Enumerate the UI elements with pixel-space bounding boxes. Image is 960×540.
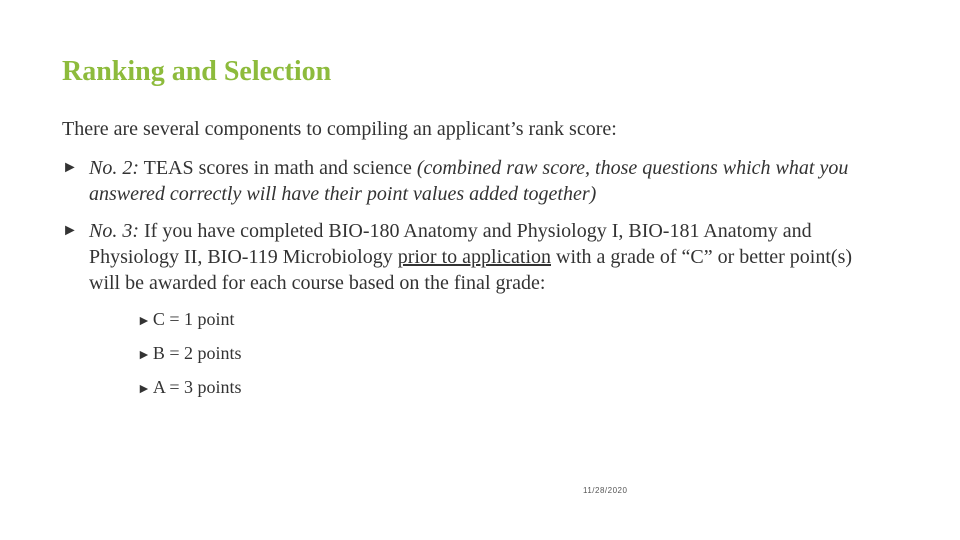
- grade-item-c: [137, 309, 235, 330]
- bullet-text: If you have completed BIO-180 Anatomy and Physiology I, BIO-181 Anatomy and Physiology II, BIO-119 Microbiology: [89, 220, 812, 268]
- footer-date: 11/28/2020: [583, 486, 628, 495]
- slide-title: Ranking and Selection: [62, 56, 332, 87]
- bullet-lead: No. 3:: [89, 220, 139, 242]
- bullet-underlined-text: prior to application: [397, 246, 551, 268]
- bullet-arrow-icon: ►: [62, 222, 78, 239]
- bullet-arrow-icon: ►: [137, 348, 151, 363]
- bullet-text: TEAS scores in math and science: [139, 157, 417, 179]
- grade-text: B = 2 points: [152, 343, 242, 363]
- bullet-arrow-icon: ►: [62, 159, 78, 176]
- bullet-parenthetical: (combined raw score, those questions which what you answered correctly will have their point values added together): [89, 157, 849, 205]
- bullet-body: [89, 218, 859, 296]
- bullet-text: with a grade of “C” or better point(s) will be awarded for each course based on the final grade:: [89, 246, 853, 294]
- bullet-lead: No. 2:: [89, 157, 139, 179]
- bullet-arrow-icon: ►: [137, 314, 151, 329]
- intro-text: There are several components to compiling an applicant’s rank score:: [62, 118, 617, 140]
- bullet-arrow-icon: ►: [137, 382, 151, 397]
- grade-text: A = 3 points: [152, 377, 242, 397]
- grade-item-a: [137, 377, 242, 398]
- bullet-body: [89, 155, 859, 207]
- grade-item-b: [137, 343, 242, 364]
- grade-text: C = 1 point: [152, 309, 235, 329]
